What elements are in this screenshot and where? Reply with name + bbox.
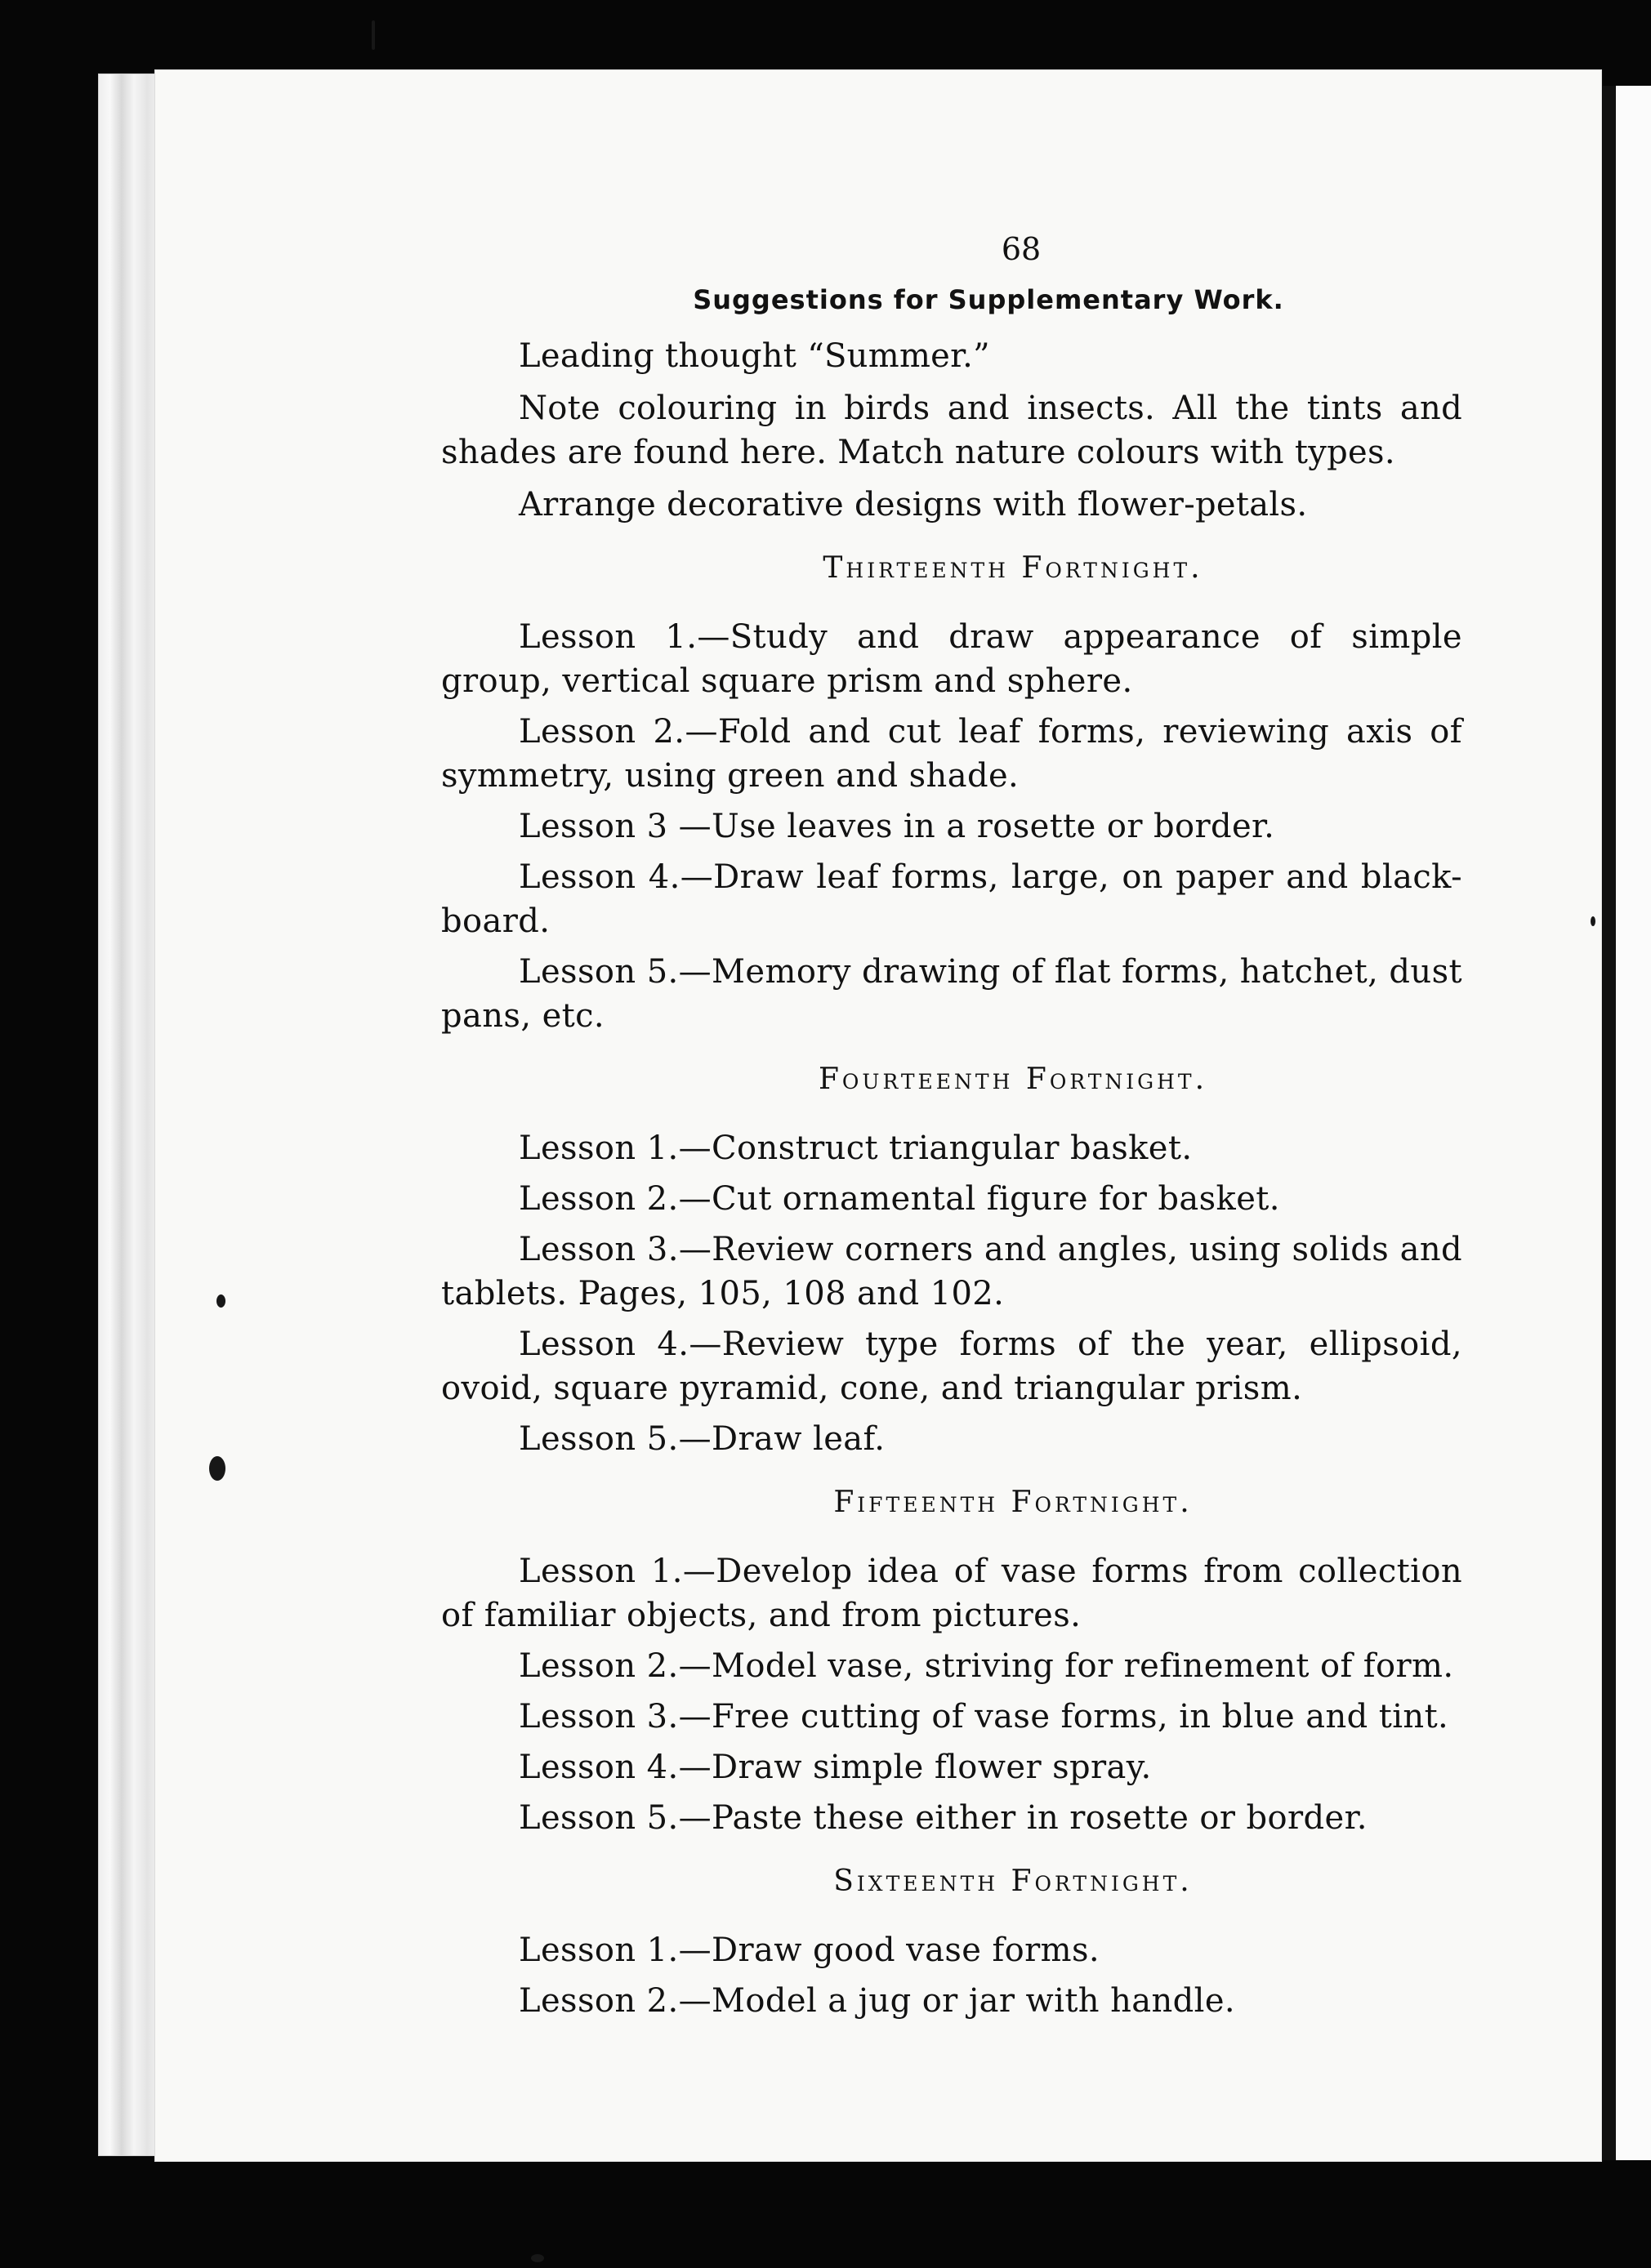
section-title: Fifteenth Fortnight. (833, 1486, 1193, 1519)
section-thirteenth (441, 546, 1462, 1038)
lesson-label: Lesson 2. (519, 1647, 679, 1685)
lesson-label: Lesson 3 (519, 808, 668, 845)
lesson-label: Lesson 4. (519, 1749, 679, 1786)
section-title: Sixteenth Fortnight. (833, 1865, 1193, 1898)
lesson-entry (441, 1796, 1462, 1840)
lesson-text: —Develop idea of vase forms from collection of familiar objects, and from pictures. (441, 1553, 1462, 1634)
scan-speck (209, 1456, 225, 1481)
section-title: Thirteenth Fortnight. (823, 551, 1203, 585)
lesson-text: —Draw simple flower spray. (678, 1749, 1152, 1786)
lesson-text: —Model a jug or jar with handle. (678, 1982, 1236, 2020)
lesson-label: Lesson 4. (519, 1326, 689, 1363)
lesson-label: Lesson 1. (519, 618, 698, 656)
lesson-text: —Review type forms of the year, ellipsoid, ovoid, square pyramid, cone, and triangular prism. (441, 1326, 1462, 1407)
lesson-text: —Review corners and angles, using solids and tablets. Pages, 105, 108 and 102. (441, 1231, 1462, 1312)
section-fourteenth (441, 1058, 1462, 1461)
lesson-entry (441, 615, 1462, 703)
lesson-label: Lesson 5. (519, 953, 679, 991)
intro-paragraph: Arrange decorative designs with flower-petals. (519, 486, 1308, 524)
scan-speck (1591, 916, 1595, 926)
lesson-entry (441, 1549, 1462, 1638)
lesson-label: Lesson 4. (519, 858, 680, 896)
lesson-entry (441, 1177, 1462, 1221)
lesson-entry (441, 1745, 1462, 1789)
lesson-label: Lesson 5. (519, 1799, 679, 1837)
lesson-entry (441, 804, 1462, 849)
facing-page-edge (1603, 86, 1651, 2160)
lesson-entry (441, 855, 1462, 943)
lesson-entry (441, 1979, 1462, 2023)
lesson-entry (441, 1644, 1462, 1688)
lesson-entry (441, 950, 1462, 1038)
lesson-label: Lesson 3. (519, 1698, 679, 1736)
lesson-entry (441, 1228, 1462, 1316)
lesson-label: Lesson 1. (519, 1932, 679, 1969)
lesson-label: Lesson 1. (519, 1130, 679, 1167)
section-sixteenth (441, 1860, 1462, 2023)
page-content (441, 233, 1462, 2030)
lesson-text: —Memory drawing of flat forms, hatchet, dust pans, etc. (441, 953, 1462, 1035)
lesson-label: Lesson 2. (519, 1982, 679, 2020)
lesson-entry (441, 1322, 1462, 1410)
lesson-entry (441, 1417, 1462, 1461)
lesson-text: —Fold and cut leaf forms, reviewing axis of symmetry, using green and shade. (441, 713, 1462, 795)
scan-speck (531, 2254, 544, 2262)
intro-paragraph: Leading thought “Summer.” (519, 337, 990, 375)
lesson-entry (441, 1928, 1462, 1972)
lesson-text: —Paste these either in rosette or border. (678, 1799, 1368, 1837)
lesson-text: —Cut ornamental figure for basket. (678, 1180, 1280, 1218)
lesson-text: —Draw good vase forms. (678, 1932, 1100, 1969)
lesson-entry (441, 1126, 1462, 1170)
lesson-text: —Study and draw appearance of simple group, vertical square prism and sphere. (441, 618, 1462, 700)
scan-speck (216, 1294, 225, 1308)
lesson-label: Lesson 1. (519, 1553, 683, 1590)
lesson-text: —Use leaves in a rosette or border. (667, 808, 1275, 845)
lesson-text: —Draw leaf. (678, 1420, 886, 1458)
section-fifteenth (441, 1481, 1462, 1840)
lesson-text: —Draw leaf forms, large, on paper and black-board. (441, 858, 1462, 940)
lesson-label: Lesson 3. (519, 1231, 679, 1268)
lesson-entry (441, 710, 1462, 798)
section-title: Fourteenth Fortnight. (818, 1063, 1208, 1096)
lesson-text: —Construct triangular basket. (678, 1130, 1193, 1167)
lesson-text: —Free cutting of vase forms, in blue and tint. (678, 1698, 1449, 1736)
lesson-label: Lesson 2. (519, 1180, 679, 1218)
intro-paragraph: Note colouring in birds and insects. All the tints and shades are found here. Match nature colours with types. (441, 390, 1462, 471)
lesson-label: Lesson 5. (519, 1420, 679, 1458)
page-number: 68 (1001, 231, 1042, 267)
lesson-label: Lesson 2. (519, 713, 685, 751)
scan-speck (372, 20, 375, 50)
page-heading: Suggestions for Supplementary Work. (693, 284, 1284, 315)
book-binding-edge (98, 74, 163, 2156)
lesson-entry (441, 1695, 1462, 1739)
lesson-text: —Model vase, striving for refinement of form. (678, 1647, 1454, 1685)
